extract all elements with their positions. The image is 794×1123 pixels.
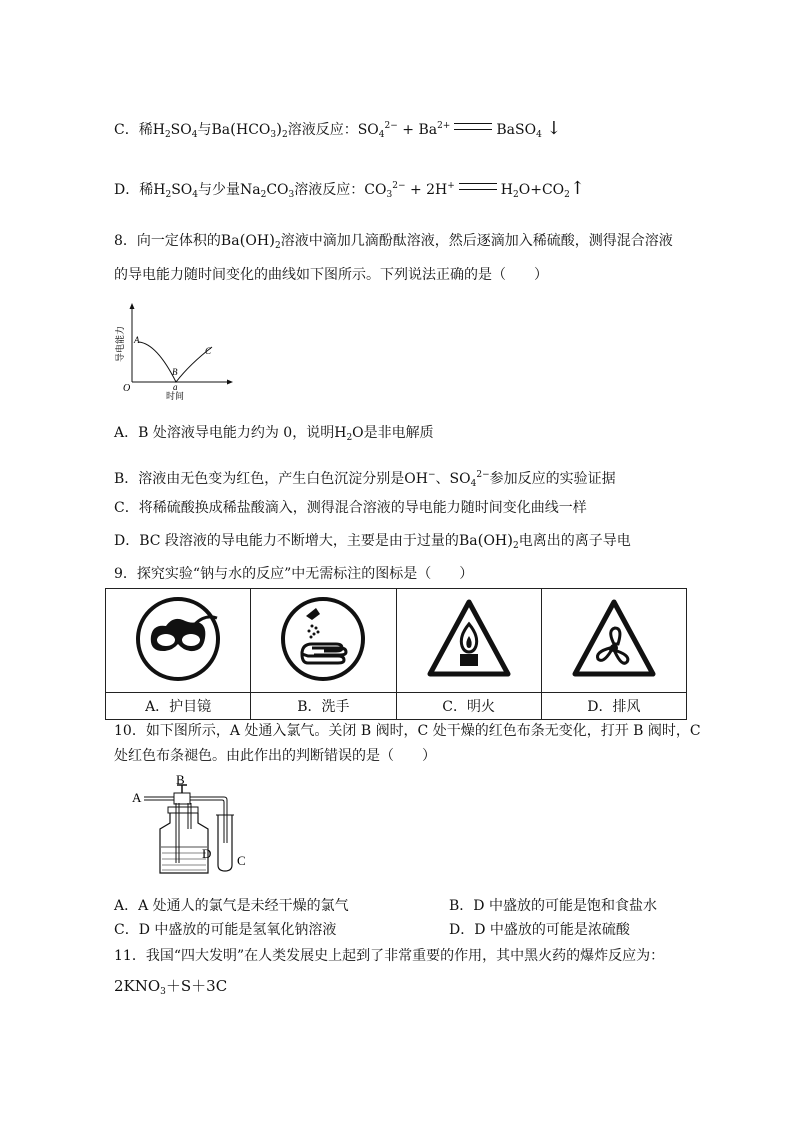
handwash-icon (278, 594, 368, 684)
q10-option-c: C．D 中盛放的可能是氢氧化钠溶液 (114, 922, 337, 938)
x-axis-arrow (227, 380, 233, 385)
q8-option-c: C．将稀硫酸换成稀盐酸滴入，测得混合溶液的导电能力随时间变化曲线一样 (114, 500, 587, 516)
flame-warning-icon (424, 594, 514, 684)
origin-label: O (123, 383, 131, 394)
q7-option-d: D．稀$H_2SO_4$与少量$Na_2CO_3$溶液反应：$CO_3^{2-} + 2H^+$ $H_2O+CO_2↑$ (114, 178, 585, 200)
gas-apparatus-diagram (132, 773, 262, 878)
y-axis-label: 导电能力 (115, 325, 125, 362)
tick-a-label: a (173, 382, 178, 392)
conductivity-graph (112, 302, 242, 400)
q9-caption-d: D．排风 (541, 693, 686, 720)
label-d: D (202, 846, 212, 861)
q9-cell-b (251, 589, 396, 693)
q8-option-a: A．B 处溶液导电能力约为 0，说明$H_2O$是非电解质 (114, 425, 434, 443)
q9-caption-a: A．护目镜 (106, 693, 251, 720)
q10-option-a: A．A 处通人的氯气是未经干燥的氯气 (114, 898, 349, 914)
q7-option-c: C．稀$H_2SO_4$与$Ba(HCO_3)_2$溶液反应：$SO_4^{2-} + Ba^{2+}$ BaSO$_4$ ↓ (114, 118, 562, 140)
label-c: C (237, 853, 246, 868)
q8-stem-line2: 的导电能力随时间变化的曲线如下图所示。下列说法正确的是（ ） (114, 267, 548, 283)
label-b: B (176, 773, 185, 787)
q9-caption-b: B．洗手 (251, 693, 396, 720)
q9-stem: 9．探究实验“钠与水的反应”中无需标注的图标是（ ） (114, 566, 474, 582)
q9-caption-c: C．明火 (396, 693, 541, 720)
q9-cell-a (106, 589, 251, 693)
goggles-icon (133, 594, 223, 684)
q9-cell-c (396, 589, 541, 693)
point-c-label: C (205, 346, 212, 356)
y-axis-arrow (130, 303, 135, 309)
q10-stem-line2: 处红色布条褪色。由此作出的判断错误的是（ ） (114, 748, 436, 764)
q11-equation: $2KNO_3+S+3C$ (114, 977, 228, 997)
q10-option-b: B．D 中盛放的可能是饱和食盐水 (449, 898, 657, 914)
q9-cell-d (541, 589, 686, 693)
x-axis-label: 时间 (166, 391, 185, 400)
point-a-label: A (134, 335, 140, 345)
q10-stem-line1: 10．如下图所示，A 处通入氯气。关闭 B 阀时，C 处干燥的红色布条无变化，打开 B 阀时，C (114, 723, 701, 739)
q9-icon-table (105, 588, 687, 720)
q11-stem: 11．我国“四大发明”在人类发展史上起到了非常重要的作用，其中黑火药的爆炸反应为： (114, 948, 665, 964)
label-a: A (132, 790, 142, 805)
q10-option-d: D．D 中盛放的可能是浓硫酸 (449, 922, 630, 938)
q8-stem-line1: 8．向一定体积的$Ba(OH)_2$溶液中滴加几滴酚酞溶液，然后逐滴加入稀硫酸，测得混合溶液 (114, 231, 673, 251)
point-b-label: B (172, 367, 178, 377)
q8-option-d: D．BC 段溶液的导电能力不断增大，主要是由于过量的$Ba(OH)_2$电离出的离子导电 (114, 531, 631, 551)
q8-option-b: B．溶液由无色变为红色，产生白色沉淀分别是OH−、$SO_4^{2-}$参加反应的实验证据 (114, 470, 616, 489)
fan-warning-icon (569, 594, 659, 684)
